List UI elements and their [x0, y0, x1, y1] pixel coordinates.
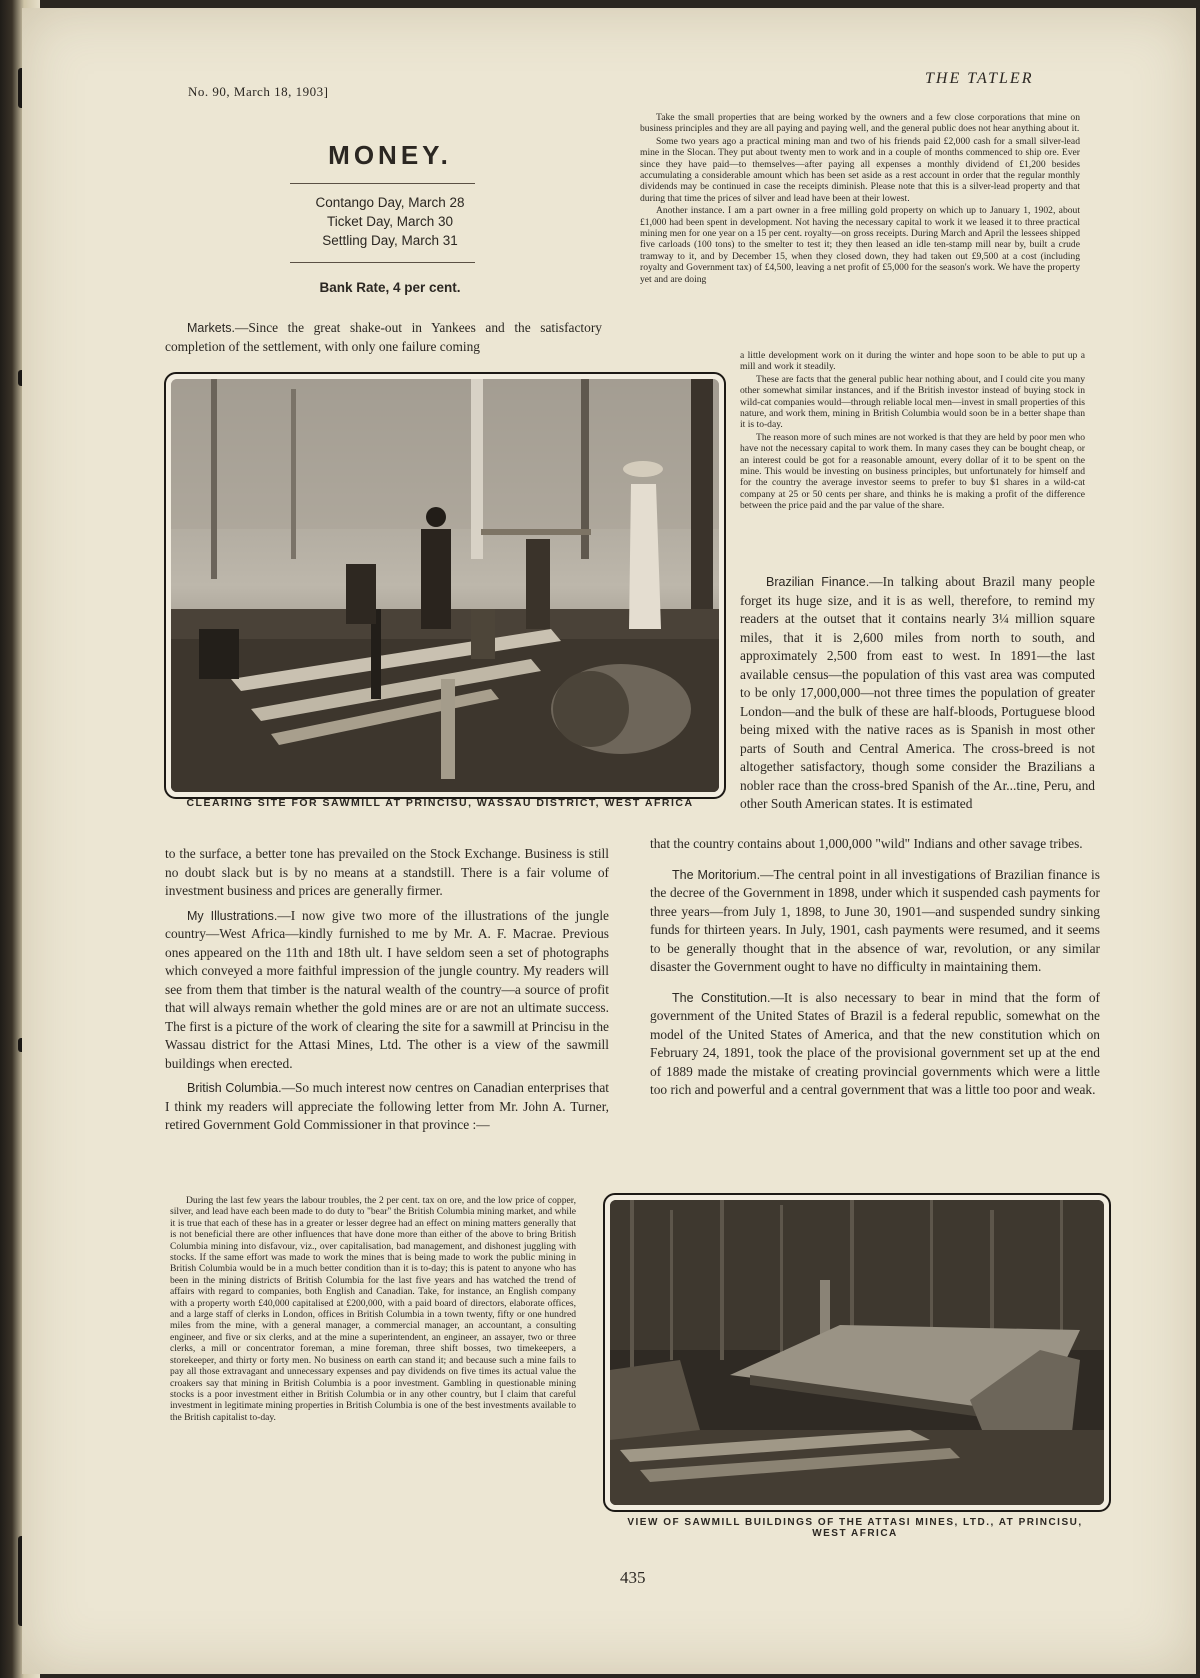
- constitution-heading: The Constitution.: [672, 990, 771, 1005]
- issue-line: No. 90, March 18, 1903]: [188, 84, 329, 99]
- illustrations-text: —I now give two more of the illustrations of the jungle country—West Africa—kindly furnished to me by Mr. A. F. Macrae. Previous ones appeared on the 11th and 18th ult. I have seldom seen a set of photographs which conveyed a more faithful impression of the jungle country. My readers will see from them that timber is the natural wealth of the country—a source of profit that will always remain whether the gold mines are or are not an ultimate success. The first is a picture of the work of clearing the site for a sawmill at Princisu in the Wassau district for the Attasi Mines, Ltd. The other is a view of the sawmill buildings when erected.: [165, 907, 609, 1071]
- letter-paragraph: The reason more of such mines are not worked is that they are held by poor men who have not the necessary capital to work them. In many cases they can be bought cheap, or an interest could be got for a reasonable amount, every dollar of it to be spent on the mine. This would be investing on business principles, but unfortunately for himself and for the country the average investor seems to prefer to buy $1 shares in a wild-cat company at 25 or 50 cents per share, and thinks he is making a profit of the difference between the price paid and the par value of the share.: [740, 431, 1085, 512]
- letter-paragraph: Another instance. I am a part owner in a free milling gold property on which up to January 1, 1902, about £1,000 had been spent in development. Not having the necessary capital to work it we leased it to three practical mining men for one year on a 15 per cent. royalty—on gross receipts. During March and April the lessees shipped five carloads (100 tons) to the smelter to test it; they then leased an idle ten-stamp mill near by, built a crude tramway to it, and by December 15, when they closed down, they had taken out £9,500 at a cost (including royalty and Government tax) of £4,500, leaving a net profit of £5,000 for the season's work. We have the property yet and are doing: [640, 205, 1080, 285]
- british-columbia-heading: British Columbia.: [187, 1081, 282, 1095]
- divider: [290, 183, 475, 184]
- markets-continued: to the surface, a better tone has prevailed on the Stock Exchange. Business is still no doubt slack but is by no means at a standstill. There is a fair volume of investment business and prices are generally firmer.: [165, 846, 609, 898]
- markets-intro: [165, 319, 602, 362]
- letter-paragraph: Some two years ago a practical mining man and two of his friends paid £2,000 cash for a small silver-lead mine in the Slocan. They put about twenty men to work and in a couple of months commenced to ship ore. Ever since they have paid—to themselves—after paying all expenses a monthly dividend of £1,200 besides accumulating a considerable amount which has been set aside as a rest account in order that the regular monthly dividends may be continued in case the receipts diminish. Please note that this is a silver-lead property and that during that time the prices of silver and lead have been at their lowest.: [640, 135, 1080, 204]
- letter-paragraph: During the last few years the labour troubles, the 2 per cent. tax on ore, and the low price of copper, silver, and lead have each been made to do duty to "bear" the British Columbia mining market, and while it is true that each of these has in a greater or lesser degree had an effect on mining matters generally that is not beneficial there are other influences that have done more than either of the above to bring British Columbia mining into disfavour, viz., over capitalisation, bad management, and dishonest juggling with stocks. If the same effort was made to work the mines that is being made to work the public mining in British Columbia would be in a much better condition than it is to-day; this is patent to anyone who has been in the mining districts of British Columbia for the last five years and has watched the trend of affairs with regard to companies, both English and Canadian. Take, for instance, an English company with a property worth £40,000 capitalised at £200,000, with a paid board of directors, elaborate offices, and a large staff of clerks in London, offices in British Columbia in a town twenty, fifty or one hundred miles from the mine, with a general manager, a commercial manager, an accountant, a consulting engineer, and five or six clerks, and at the mine a superintendent, an engineer, an assayer, two or three clerks, a mill or concentrator foreman, a mine foreman, three shift bosses, two timekeepers, a storekeeper, and thirty or forty men. No business on earth can stand it; and because such a mine fails to pay all those extravagant and unnecessary expenses and pay dividends on five times its actual value the croakers say that mining in British Columbia is a poor investment. Gambling in questionable mining stocks is a poor investment either in British Columbia or in any other country, but I claim that careful investment in legitimate mining properties in British Columbia is one of the best investments available to the British capitalist to-day.: [170, 1195, 576, 1423]
- ticket-day: Ticket Day, March 30: [326, 214, 454, 229]
- clearing-site-photo: [171, 379, 719, 792]
- page-number: 435: [620, 1568, 646, 1587]
- photo-sawmill-buildings: [603, 1193, 1111, 1512]
- letter-right-narrow: [740, 350, 1085, 513]
- letter-paragraph: These are facts that the general public hear nothing about, and I could cite you many other somewhat similar instances, and if the British investor instead of buying stock in wild-cat companies would—through reliable local men—invest in small properties of this nature, and work them, mining in British Columbia would soon be in a better shape than it is to-day.: [740, 373, 1085, 431]
- letter-paragraph: Take the small properties that are being worked by the owners and a few close corporations that mine on business principles and they are all paying and paying well, and the general public does not hear anything about it.: [640, 112, 1080, 135]
- moritorium-text: —The central point in all investigations of Brazilian finance is the decree of the Government in 1898, under which it suspended cash payments for three years—from July 1, 1898, to June 30, 1901—and suspended sundry sinking funds for thirteen years. In July, 1901, cash payments were resumed, and it seems to be generally thought that in the absence of war, revolution, or any similar disaster the Government ought to have no difficulty in maintaining them.: [650, 866, 1100, 974]
- sawmill-photo: [610, 1200, 1104, 1505]
- settling-day: Settling Day, March 31: [322, 233, 458, 248]
- markets-text: —Since the great shake-out in Yankees and the satisfactory completion of the settlement, with only one failure coming: [165, 320, 602, 354]
- brazilian-heading: Brazilian Finance.: [766, 575, 870, 589]
- british-columbia-text: —So much interest now centres on Canadian enterprises that I think my readers will appreciate the following letter from Mr. John A. Turner, retired Government Gold Commissioner in that province :—: [165, 1080, 609, 1132]
- brazilian-text: —In talking about Brazil many people forget its huge size, and it is as well, therefore, to remind my readers at the outset that it contains nearly 3¼ million square miles, that it is 2,600 miles from north to south, and approximately 2,500 from east to west. In 1891—the last available census—the population of this vast area was computed to be only 17,000,000—not three times the population of greater London—and the bulk of these are half-bloods, Portuguese blood being mixed with the native races as is Spanish in most other parts of South and Central America. The cross-breed is not altogether satisfactory, though some consider the Brazilians a nobler race than the cross-bred Spanish of the Ar...tine, Peru, and other South American states. It is estimated: [740, 574, 1095, 811]
- photo2-caption: VIEW OF SAWMILL BUILDINGS OF THE ATTASI MINES, LTD., AT PRINCISU, WEST AFRICA: [627, 1517, 1083, 1539]
- photo1-caption: CLEARING SITE FOR SAWMILL AT PRINCISU, WASSAU DISTRICT, WEST AFRICA: [186, 797, 694, 809]
- settlement-dates: [290, 193, 490, 250]
- brazilian-continued: that the country contains about 1,000,000 "wild" Indians and other savage tribes.: [650, 836, 1083, 851]
- letter-left: [170, 1195, 576, 1429]
- illustrations-heading: My Illustrations.: [187, 908, 278, 923]
- letter-right: [640, 112, 1080, 286]
- section-title: MONEY.: [328, 140, 452, 170]
- moritorium-heading: The Moritorium.: [672, 867, 761, 882]
- right-column: [650, 835, 1100, 1106]
- brazilian-finance: [740, 573, 1095, 820]
- markets-heading: Markets.: [187, 321, 235, 335]
- publication-name: THE TATLER: [925, 70, 1034, 87]
- left-column: [165, 845, 609, 1141]
- constitution-text: —It is also necessary to bear in mind that the form of government of the United States of Brazil is a federal republic, somewhat on the model of the United States of America, and that the new constitution which on February 24, 1891, took the place of the provisional government set up at the end of 1889 made the mistake of creating provincial governments which were a little too rich and powerful and a central government that was a little too poor and weak.: [650, 989, 1101, 1097]
- bank-rate: Bank Rate, 4 per cent.: [319, 280, 461, 295]
- divider: [290, 262, 475, 263]
- letter-paragraph: a little development work on it during the winter and hope soon to be able to put up a mill and work it steadily.: [740, 350, 1085, 373]
- contango-day: Contango Day, March 28: [315, 195, 465, 210]
- photo-clearing-site: [164, 372, 726, 799]
